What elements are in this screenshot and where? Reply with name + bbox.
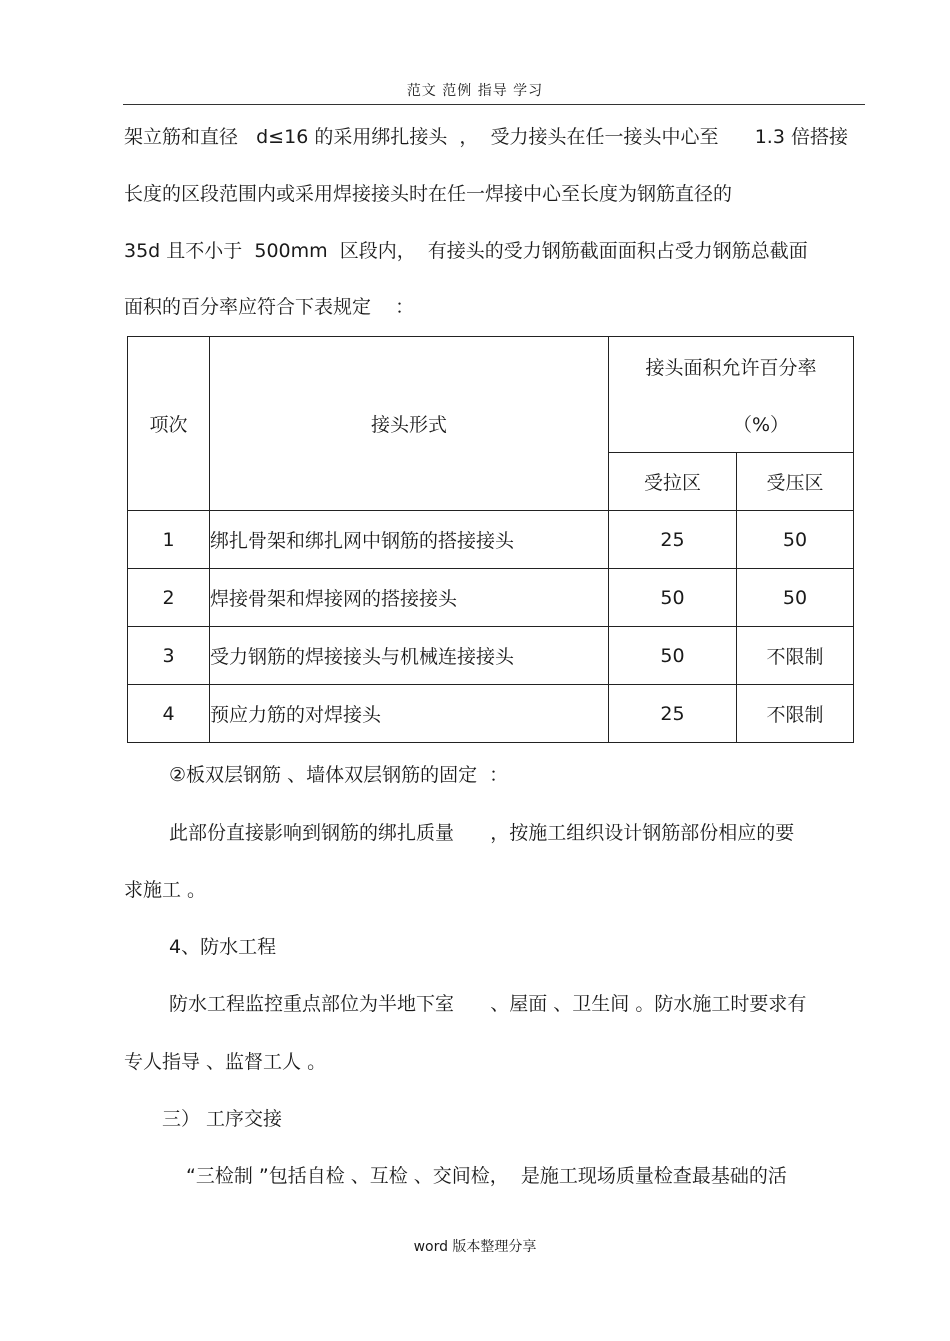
table-row: [128, 569, 854, 627]
header-ratio-line2: （%）: [732, 413, 790, 436]
body-line-5: 防水工程监控重点部位为半地下室 、屋面 、卫生间 。防水施工时要求有: [169, 993, 807, 1015]
row-tension: 50: [609, 569, 737, 627]
page-header: 范文 范例 指导 学习: [406, 83, 544, 99]
header-form: 接头形式: [210, 337, 609, 511]
joint-ratio-table: [127, 336, 854, 743]
paragraph-line-3: 35d 且不小于 500mm 区段内， 有接头的受力钢筋截面面积占受力钢筋总截面: [124, 240, 808, 262]
header-item: 项次: [128, 337, 210, 511]
paragraph-line-2: 长度的区段范围内或采用焊接接头时在任一焊接中心至长度为钢筋直径的: [124, 183, 733, 205]
body-line-8: “三检制 ”包括自检 、互检 、交间检， 是施工现场质量检查最基础的活: [186, 1165, 787, 1187]
row-compression: 不限制: [737, 627, 854, 685]
body-line-6: 专人指导 、监督工人 。: [124, 1051, 327, 1073]
section-heading-handover: 三） 工序交接: [162, 1108, 283, 1130]
row-item: 2: [128, 569, 210, 627]
row-item: 3: [128, 627, 210, 685]
body-line-2: 此部份直接影响到钢筋的绑扎质量 ，按施工组织设计钢筋部份相应的要: [169, 822, 795, 844]
header-tension: 受拉区: [609, 453, 737, 511]
row-compression: 50: [737, 569, 854, 627]
paragraph-line-1: 架立筋和直径 d≤16 的采用绑扎接头 ， 受力接头在任一接头中心至 1.3 倍搭接: [124, 126, 848, 148]
header-ratio: [609, 337, 854, 453]
row-item: 1: [128, 511, 210, 569]
header-ratio-line1: 接头面积允许百分率: [645, 356, 817, 379]
row-tension: 25: [609, 685, 737, 743]
row-form: 预应力筋的对焊接头: [210, 685, 609, 743]
body-line-1: ②板双层钢筋 、墙体双层钢筋的固定 ：: [169, 764, 509, 786]
row-tension: 50: [609, 627, 737, 685]
row-form: 焊接骨架和焊接网的搭接接头: [210, 569, 609, 627]
row-compression: 50: [737, 511, 854, 569]
table-row: [128, 685, 854, 743]
page-footer: word 版本整理分享: [413, 1239, 537, 1255]
row-form: 受力钢筋的焊接接头与机械连接接头: [210, 627, 609, 685]
paragraph-line-4: 面积的百分率应符合下表规定 ：: [124, 296, 415, 318]
header-rule: [123, 104, 865, 105]
row-form: 绑扎骨架和绑扎网中钢筋的搭接接头: [210, 511, 609, 569]
row-tension: 25: [609, 511, 737, 569]
row-compression: 不限制: [737, 685, 854, 743]
row-item: 4: [128, 685, 210, 743]
table-row: [128, 627, 854, 685]
table-row: [128, 511, 854, 569]
header-compression: 受压区: [737, 453, 854, 511]
body-line-3: 求施工 。: [124, 879, 207, 901]
section-heading-waterproofing: 4、防水工程: [169, 936, 277, 958]
